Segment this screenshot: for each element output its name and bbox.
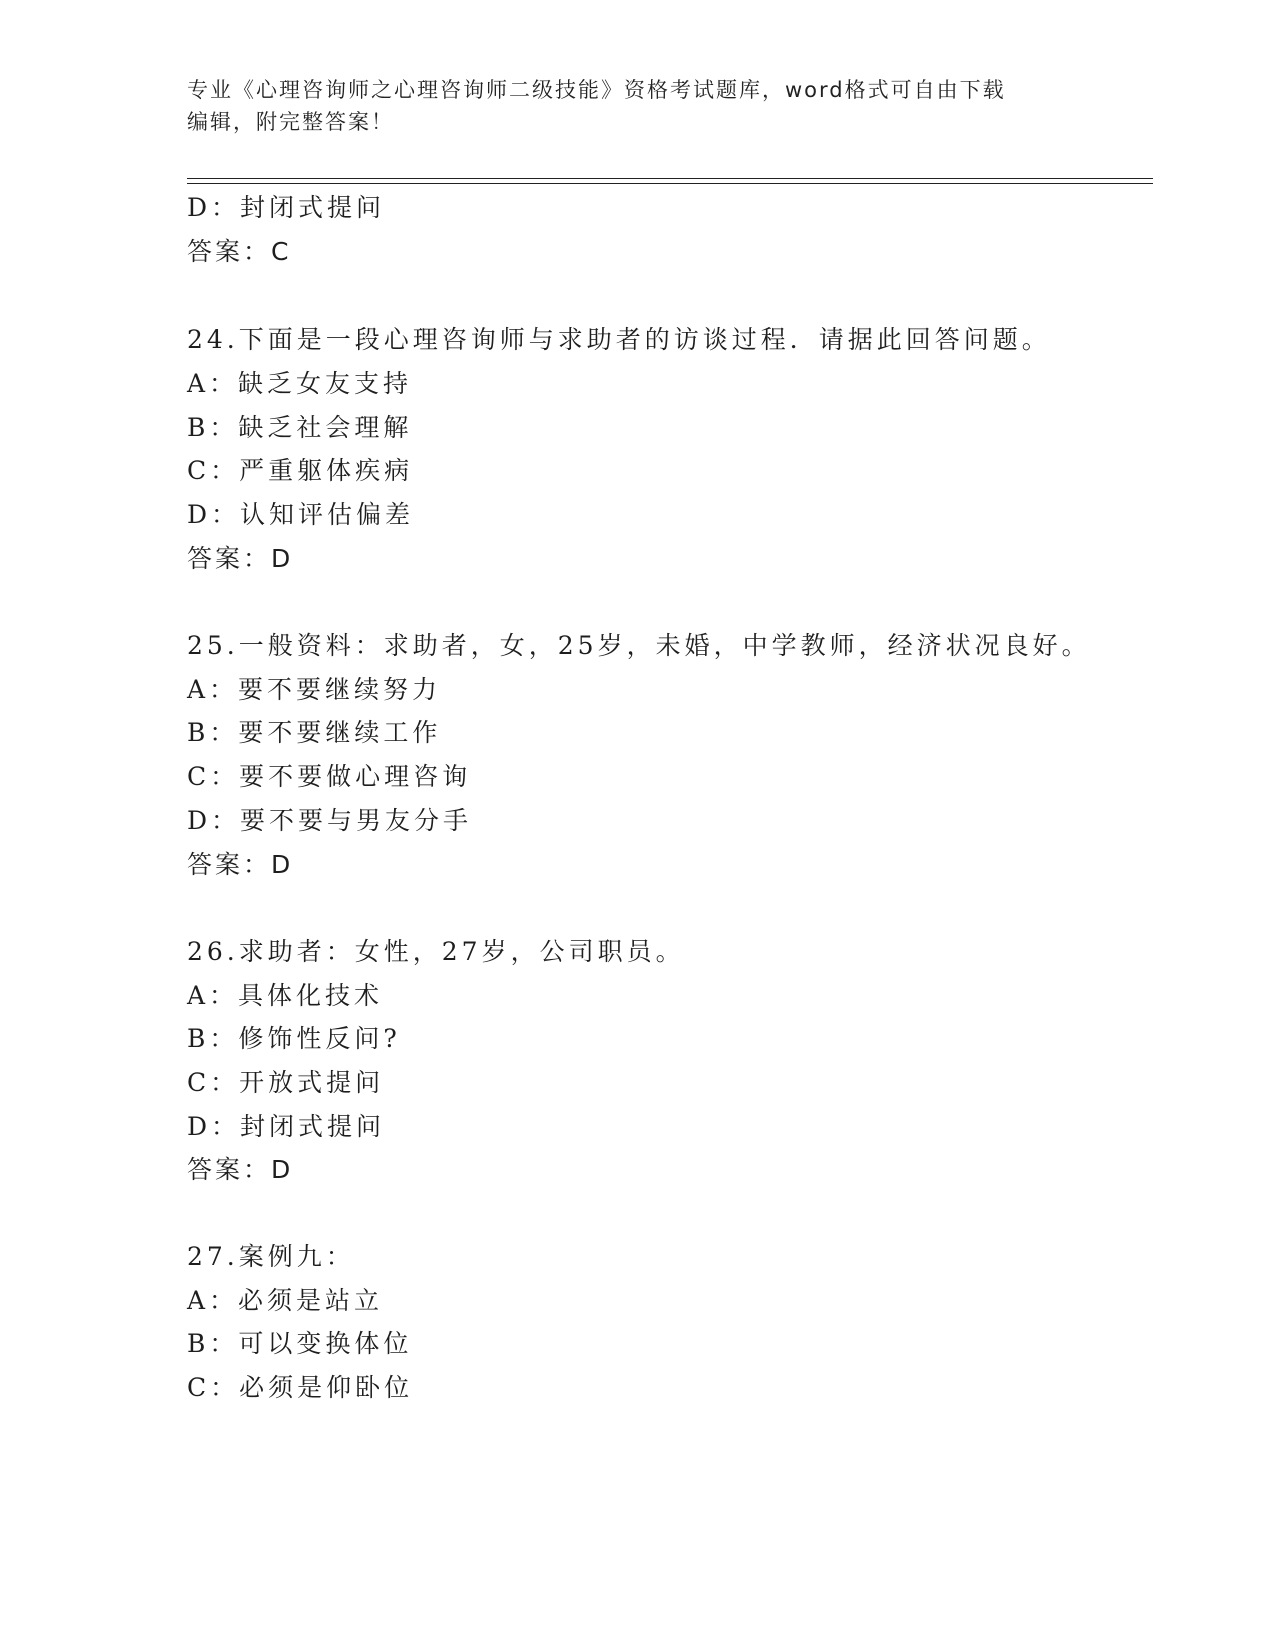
q27-option-b: B：可以变换体位 <box>187 1329 413 1358</box>
header-line-1: 专业《心理咨询师之心理咨询师二级技能》资格考试题库，word格式可自由下载 <box>187 78 1006 102</box>
q26-option-d: D：封闭式提问 <box>187 1112 386 1141</box>
q23-option-d: D：封闭式提问 <box>187 193 386 222</box>
q26-option-c: C：开放式提问 <box>187 1068 385 1097</box>
q25-answer: 答案：D <box>187 850 294 879</box>
q26-answer: 答案：D <box>187 1155 294 1184</box>
q25-option-c: C：要不要做心理咨询 <box>187 762 472 791</box>
q24-option-c: C：严重躯体疾病 <box>187 456 414 485</box>
q23-answer: 答案：C <box>187 237 292 266</box>
q25-option-b: B：要不要继续工作 <box>187 718 442 747</box>
q26-stem: 26.求助者：女性，27岁，公司职员。 <box>187 937 685 966</box>
q25-stem: 25.一般资料：求助者，女，25岁，未婚，中学教师，经济状况良好。 <box>187 631 1091 660</box>
q25-option-a: A：要不要继续努力 <box>187 675 442 704</box>
q24-option-b: B：缺乏社会理解 <box>187 413 413 442</box>
q25-option-d: D：要不要与男友分手 <box>187 806 473 835</box>
q26-option-a: A：具体化技术 <box>187 981 384 1010</box>
q24-stem: 24.下面是一段心理咨询师与求助者的访谈过程．请据此回答问题。 <box>187 325 1051 354</box>
q27-option-a: A：必须是站立 <box>187 1286 384 1315</box>
q24-option-a: A：缺乏女友支持 <box>187 369 413 398</box>
q24-answer: 答案：D <box>187 544 294 573</box>
q26-option-b: B：修饰性反问? <box>187 1024 401 1053</box>
q24-option-d: D：认知评估偏差 <box>187 500 415 529</box>
q27-stem: 27.案例九： <box>187 1242 355 1271</box>
document-header <box>187 74 1087 138</box>
q27-option-c: C：必须是仰卧位 <box>187 1373 414 1402</box>
header-line-2: 编辑，附完整答案！ <box>187 110 394 134</box>
header-divider-bottom <box>187 183 1153 184</box>
header-divider-top <box>187 178 1153 179</box>
